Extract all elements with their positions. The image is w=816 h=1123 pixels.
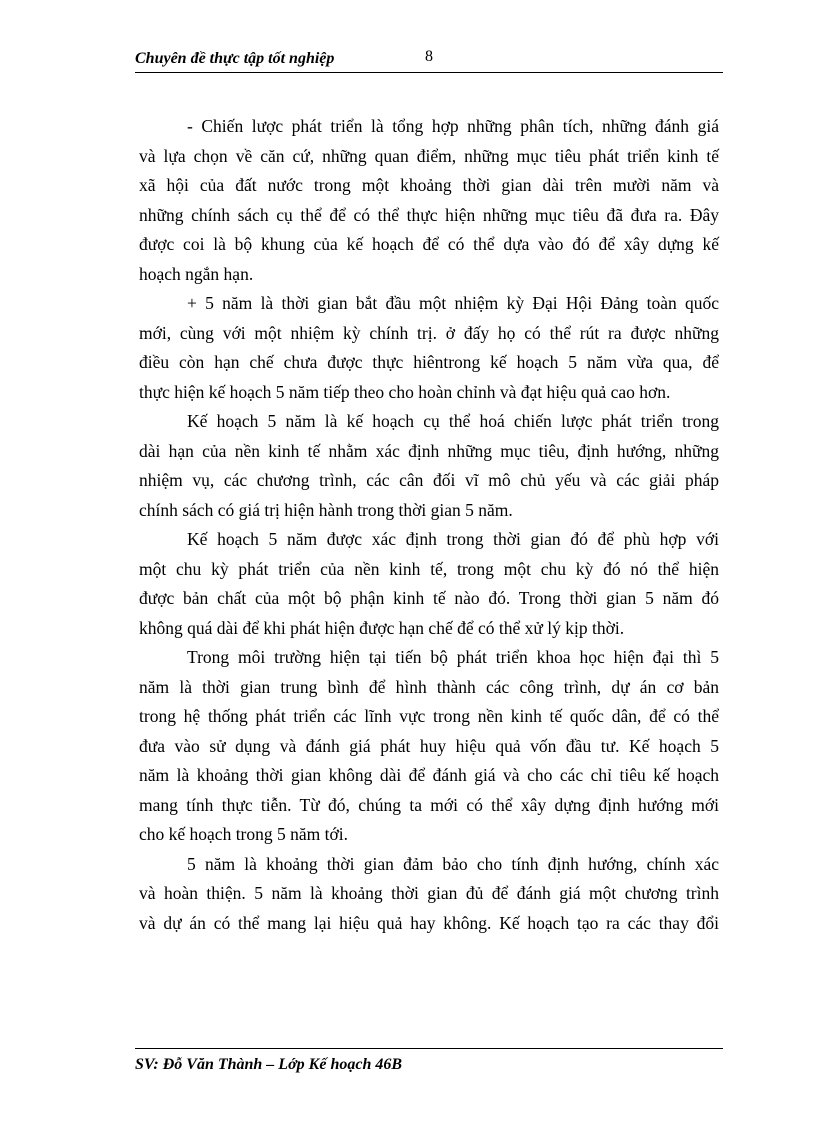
paragraph-strategy [139,112,719,289]
text-line: Kế hoạch 5 năm được xác định trong thời gian đó để phù hợp với [187,529,719,549]
text-line: Trong môi trường hiện tại tiến bộ phát triển khoa học hiện đại thì 5 [187,647,719,667]
text-line: năm là khoảng thời gian không dài để đánh giá và cho các chỉ tiêu kế hoạch [139,765,719,785]
paragraph-five-year-plan [139,407,719,525]
text-line: và hoàn thiện. 5 năm là khoảng thời gian đủ để đánh giá một chương trình [139,883,719,903]
text-line: Kế hoạch 5 năm là kế hoạch cụ thể hoá chiến lược phát triển trong [187,411,719,431]
text-line: cho kế hoạch trong 5 năm tới. [139,824,348,844]
text-line: không quá dài để khi phát hiện được hạn chế để có thể xử lý kịp thời. [139,617,625,638]
document-body [139,112,719,938]
text-line: năm là thời gian trung bình để hình thành các công trình, dự án cơ bản [139,676,719,697]
header-title: Chuyên đề thực tập tốt nghiệp [135,50,335,67]
page-footer [135,1048,723,1074]
text-line: một chu kỳ phát triển của nền kinh tế, trong một chu kỳ đó nó thể hiện [139,558,719,579]
text-line: trong hệ thống phát triển các lĩnh vực trong nền kinh tế quốc dân, để có thể [139,706,719,726]
page-number: 8 [425,48,433,65]
text-line: điều còn hạn chế chưa được thực hiêntrong kế hoạch 5 năm vừa qua, để [139,352,719,372]
text-line: những chính sách cụ thể để có thể thực hiện những mục tiêu đã đưa ra. Đây [139,204,719,225]
text-line: chính sách có giá trị hiện hành trong thời gian 5 năm. [139,499,513,520]
paragraph-economic-cycle [139,525,719,643]
text-line: được bản chất của một bộ phận kinh tế nào đó. Trong thời gian 5 năm đó [139,588,719,608]
text-line: đưa vào sử dụng và đánh giá phát huy hiệu quả vốn đầu tư. Kế hoạch 5 [139,735,719,756]
paragraph-five-year-guarantee [139,850,719,939]
footer-author: SV: Đỗ Văn Thành – Lớp Kế hoạch 46B [135,1056,403,1073]
text-line: được coi là bộ khung của kế hoạch để có thể dựa vào đó để xây dựng kế [139,234,719,254]
page-header [135,46,723,73]
text-line: - Chiến lược phát triển là tổng hợp những phân tích, những đánh giá [187,116,719,136]
text-line: và lựa chọn về căn cứ, những quan điểm, những mục tiêu phát triển kinh tế [139,145,719,166]
text-line: mới, cùng với một nhiệm kỳ chính trị. ở đấy họ có thể rút ra được những [139,322,719,343]
paragraph-five-year-term [139,289,719,407]
text-line: và dự án có thể mang lại hiệu quả hay không. Kế hoạch tạo ra các thay đổi [139,912,719,933]
text-line: nhiệm vụ, các chương trình, các cân đối vĩ mô chủ yếu và các giải pháp [139,470,719,490]
text-line: 5 năm là khoảng thời gian đảm bảo cho tính định hướng, chính xác [187,853,719,874]
text-line: mang tính thực tiễn. Từ đó, chúng ta mới có thể xây dựng định hướng mới [139,794,719,815]
text-line: xã hội của đất nước trong một khoảng thời gian dài trên mười năm và [139,175,719,195]
text-line: dài hạn của nền kinh tế nhằm xác định những mục tiêu, định hướng, những [139,440,719,461]
text-line: thực hiện kế hoạch 5 năm tiếp theo cho hoàn chỉnh và đạt hiệu quả cao hơn. [139,381,671,402]
text-line: hoạch ngắn hạn. [139,263,254,284]
text-line: + 5 năm là thời gian bắt đầu một nhiệm kỳ Đại Hội Đảng toàn quốc [187,293,719,313]
paragraph-modern-environment [139,643,719,850]
